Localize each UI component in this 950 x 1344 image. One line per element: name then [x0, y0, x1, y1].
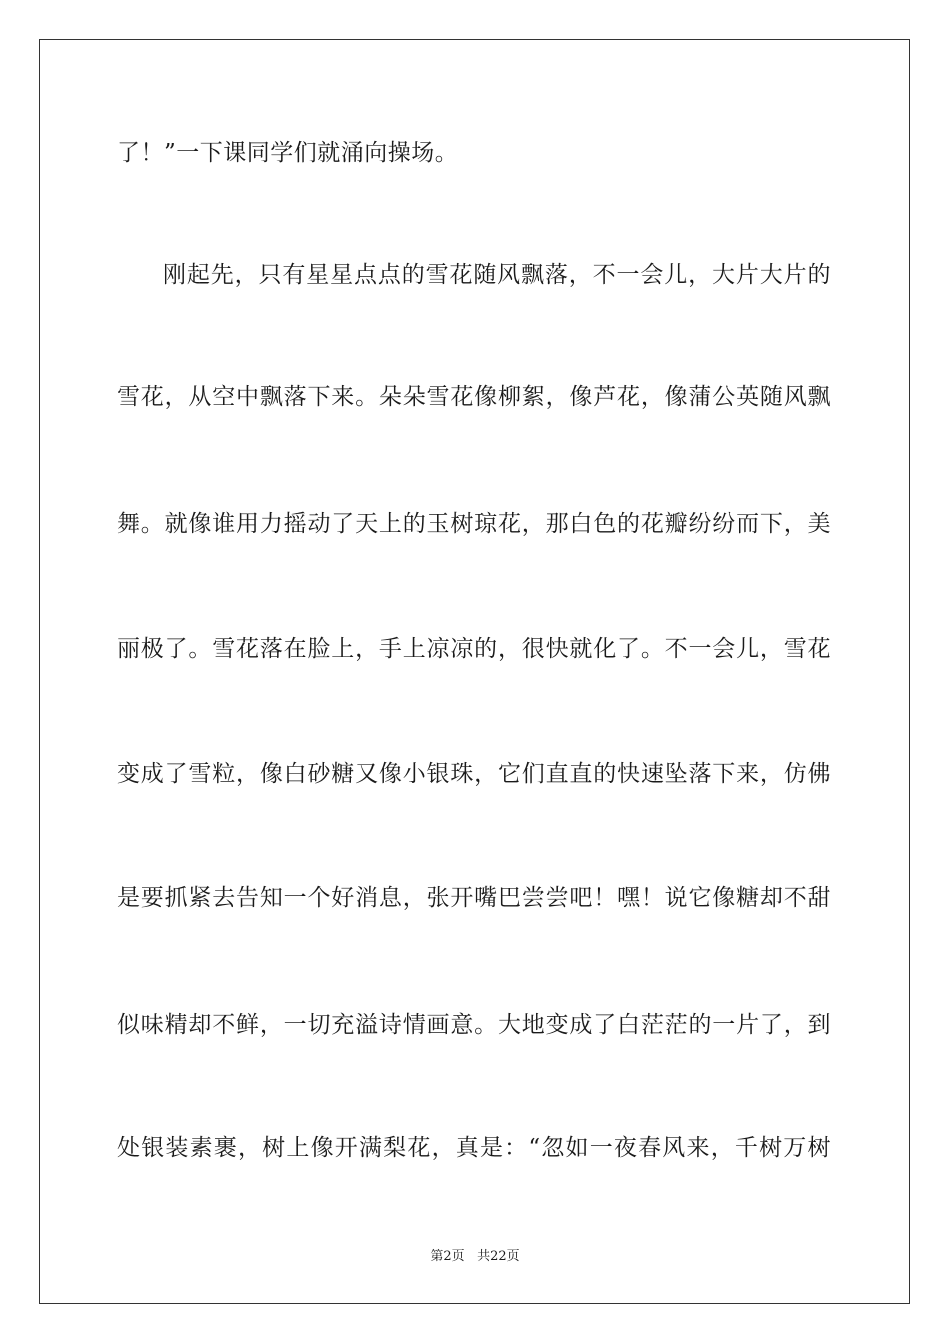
page-footer	[0, 1248, 950, 1266]
paragraph-line-8: 似味精却不鲜，一切充溢诗情画意。大地变成了白茫茫的一片了，到	[117, 1012, 831, 1038]
page-border	[39, 39, 910, 1304]
paragraph-line-9: 处银装素裹，树上像开满梨花，真是：“忽如一夜春风来，千树万树	[117, 1135, 831, 1161]
paragraph-line-7: 是要抓紧去告知一个好消息，张开嘴巴尝尝吧！嘿！说它像糖却不甜	[117, 885, 831, 911]
paragraph-line-1: 了！”一下课同学们就涌向操场。	[117, 140, 459, 166]
total-pages: 共22页	[477, 1249, 520, 1264]
paragraph-line-5: 丽极了。雪花落在脸上，手上凉凉的，很快就化了。不一会儿，雪花	[117, 636, 831, 662]
paragraph-line-4: 舞。就像谁用力摇动了天上的玉树琼花，那白色的花瓣纷纷而下，美	[117, 511, 831, 537]
paragraph-line-2: 刚起先，只有星星点点的雪花随风飘落，不一会儿，大片大片的	[163, 262, 831, 288]
paragraph-line-3: 雪花，从空中飘落下来。朵朵雪花像柳絮，像芦花，像蒲公英随风飘	[117, 384, 831, 410]
paragraph-line-6: 变成了雪粒，像白砂糖又像小银珠，它们直直的快速坠落下来，仿佛	[117, 761, 831, 787]
page-number: 第2页	[430, 1249, 465, 1264]
